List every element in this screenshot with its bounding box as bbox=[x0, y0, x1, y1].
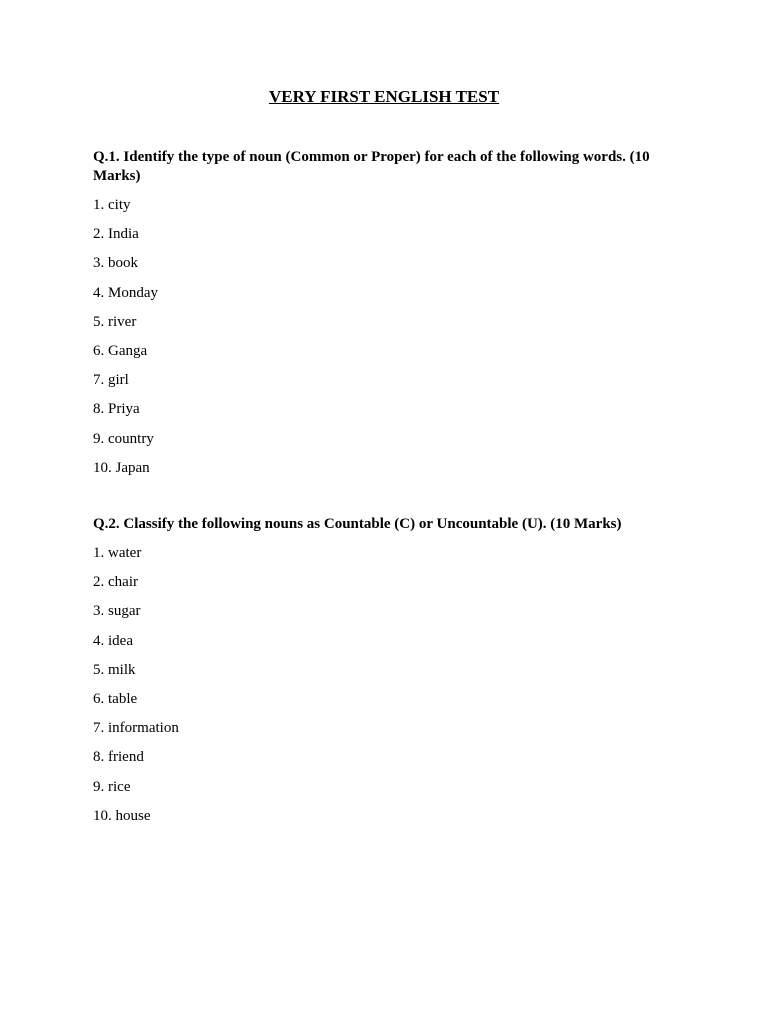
list-item: 8. friend bbox=[93, 749, 144, 766]
document-title: VERY FIRST ENGLISH TEST bbox=[268, 87, 500, 106]
list-item: 1. water bbox=[93, 545, 142, 561]
question-1-word-list bbox=[93, 196, 158, 488]
list-item: 1. city bbox=[93, 197, 131, 213]
list-item: 6. Ganga bbox=[93, 342, 148, 359]
list-item: 6. table bbox=[93, 690, 138, 707]
question-1-heading: Q.1. Identify the type of noun (Common or Proper) for each of the following words. (10 Marks) bbox=[93, 149, 650, 184]
list-item: 10. house bbox=[93, 807, 151, 824]
list-item: 5. milk bbox=[93, 661, 136, 678]
list-item: 9. rice bbox=[93, 778, 131, 795]
question-2-word-list bbox=[93, 544, 179, 836]
list-item: 9. country bbox=[93, 430, 154, 447]
list-item: 2. India bbox=[93, 226, 139, 243]
list-item: 5. river bbox=[93, 313, 137, 330]
list-item: 8. Priya bbox=[93, 401, 140, 418]
list-item: 3. sugar bbox=[93, 603, 141, 620]
list-item: 2. chair bbox=[93, 574, 138, 591]
list-item: 4. Monday bbox=[93, 284, 158, 301]
list-item: 10. Japan bbox=[93, 459, 150, 476]
list-item: 7. information bbox=[93, 720, 179, 737]
list-item: 7. girl bbox=[93, 372, 129, 389]
list-item: 4. idea bbox=[93, 632, 133, 649]
question-2-heading: Q.2. Classify the following nouns as Countable (C) or Uncountable (U). (10 Marks) bbox=[93, 516, 622, 532]
list-item: 3. book bbox=[93, 255, 138, 272]
